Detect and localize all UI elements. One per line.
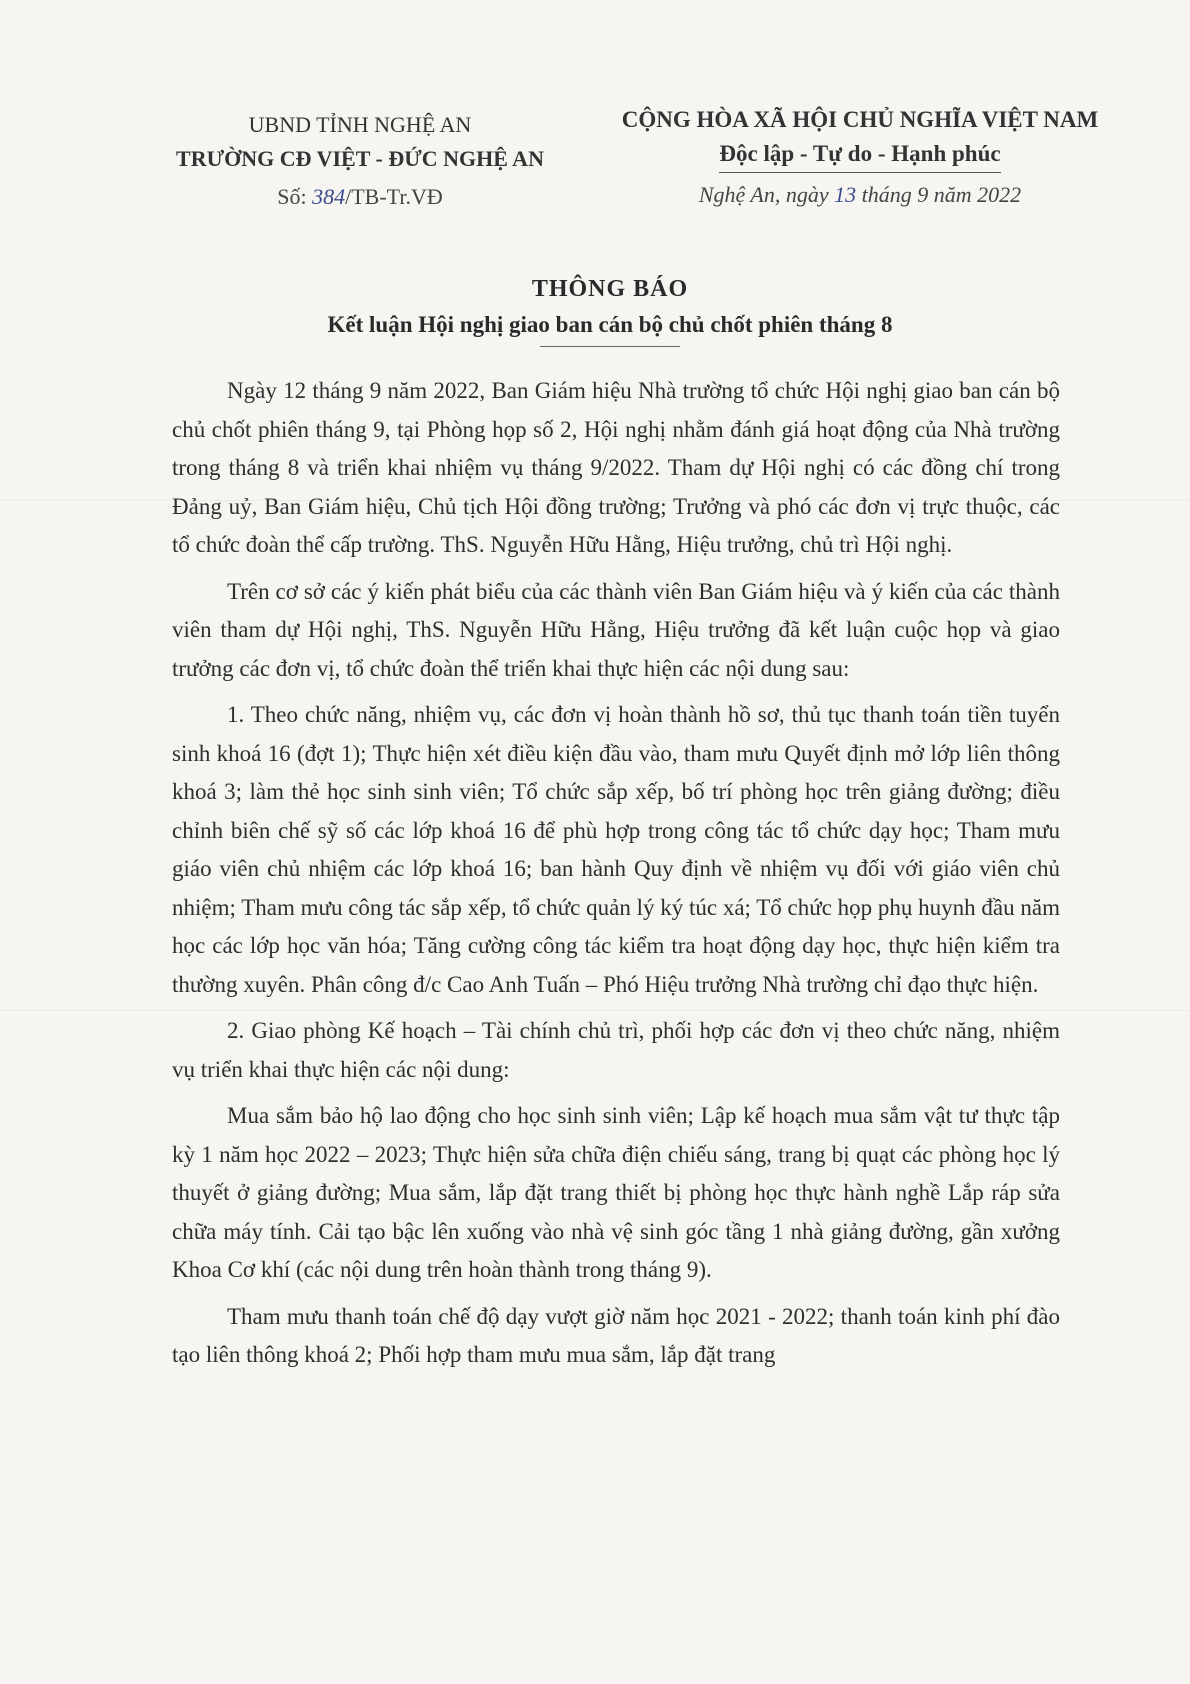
number-suffix: /TB-Tr.VĐ (345, 184, 443, 209)
paragraph: Tham mưu thanh toán chế độ dạy vượt giờ năm học 2021 - 2022; thanh toán kinh phí đào tạo liên thông khoá 2; Phối hợp tham mưu mua sắm, lắp đặt trang (172, 1303, 1060, 1367)
paragraph: Trên cơ sở các ý kiến phát biểu của các thành viên Ban Giám hiệu và ý kiến của các thành viên tham dự Hội nghị, ThS. Nguyễn Hữu Hằng, Hiệu trưởng đã kết luận cuộc họp và giao trưởng các đơn vị, tổ chức đoàn thể triển khai thực hiện các nội dung sau: (172, 578, 1060, 681)
number-prefix: Số: (277, 184, 313, 209)
issuer-block (160, 108, 560, 176)
paragraph: 2. Giao phòng Kế hoạch – Tài chính chủ trì, phối hợp các đơn vị theo chức năng, nhiệm vụ triển khai thực hiện các nội dung: (172, 1018, 1060, 1082)
country-name: CỘNG HÒA XÃ HỘI CHỦ NGHĨA VIỆT NAM (621, 107, 1099, 132)
subtitle-underline (540, 346, 680, 347)
document-number (160, 184, 560, 210)
title-block (160, 272, 1060, 347)
paragraph: Mua sắm bảo hộ lao động cho học sinh sinh viên; Lập kế hoạch mua sắm vật tư thực tập kỳ 1 năm học 2022 – 2023; Thực hiện sửa chữa điện chiếu sáng, trang bị quạt các phòng học lý thuyết ở giảng đường; Mua sắm, lắp đặt trang thiết bị phòng học thực hành nghề Lắp ráp sửa chữa máy tính. Cải tạo bậc lên xuống vào nhà vệ sinh góc tầng 1 nhà giảng đường, gần xưởng Khoa Cơ khí (các nội dung trên hoàn thành trong tháng 9). (172, 1103, 1060, 1282)
school-name: TRƯỜNG CĐ VIỆT - ĐỨC NGHỆ AN (176, 146, 544, 171)
date-suffix: tháng 9 năm 2022 (856, 182, 1022, 207)
date-handwritten: 13 (834, 182, 857, 207)
document-body (172, 372, 1060, 1383)
authority-name: UBND TỈNH NGHỆ AN (248, 112, 472, 137)
number-handwritten: 384 (312, 184, 346, 209)
document-date (590, 182, 1130, 208)
paragraph: 1. Theo chức năng, nhiệm vụ, các đơn vị hoàn thành hồ sơ, thủ tục thanh toán tiền tuyển sinh khoá 16 (đợt 1); Thực hiện xét điều kiện đầu vào, tham mưu Quyết định mở lớp liên thông khoá 3; làm thẻ học sinh sinh viên; Tổ chức sắp xếp, bố trí phòng học trên giảng đường; điều chỉnh biên chế sỹ số các lớp khoá 16 để phù hợp trong công tác tổ chức dạy học; Tham mưu giáo viên chủ nhiệm các lớp khoá 16; ban hành Quy định về nhiệm vụ đối với giáo viên chủ nhiệm; Tham mưu công tác sắp xếp, tổ chức quản lý ký túc xá; Tổ chức họp phụ huynh đầu năm học các lớp học văn hóa; Tăng cường công tác kiểm tra hoạt động dạy học, thực hiện kiểm tra thường xuyên. Phân công đ/c Cao Anh Tuấn – Phó Hiệu trưởng Nhà trường chỉ đạo thực hiện. (172, 702, 1060, 997)
paragraph: Ngày 12 tháng 9 năm 2022, Ban Giám hiệu Nhà trường tổ chức Hội nghị giao ban cán bộ chủ chốt phiên tháng 9, tại Phòng họp số 2, Hội nghị nhằm đánh giá hoạt động của Nhà trường trong tháng 8 và triển khai nhiệm vụ tháng 9/2022. Tham dự Hội nghị có các đồng chí trong Đảng uỷ, Ban Giám hiệu, Chủ tịch Hội đồng trường; Trưởng và phó các đơn vị trực thuộc, các tổ chức đoàn thể cấp trường. ThS. Nguyễn Hữu Hằng, Hiệu trưởng, chủ trì Hội nghị. (172, 378, 1060, 557)
date-prefix: Nghệ An, ngày (698, 182, 835, 207)
document-title: THÔNG BÁO (531, 276, 689, 302)
national-motto: Độc lập - Tự do - Hạnh phúc (719, 137, 1000, 173)
national-header (590, 103, 1130, 173)
document-subtitle: Kết luận Hội nghị giao ban cán bộ chủ chốt phiên tháng 8 (327, 312, 893, 337)
